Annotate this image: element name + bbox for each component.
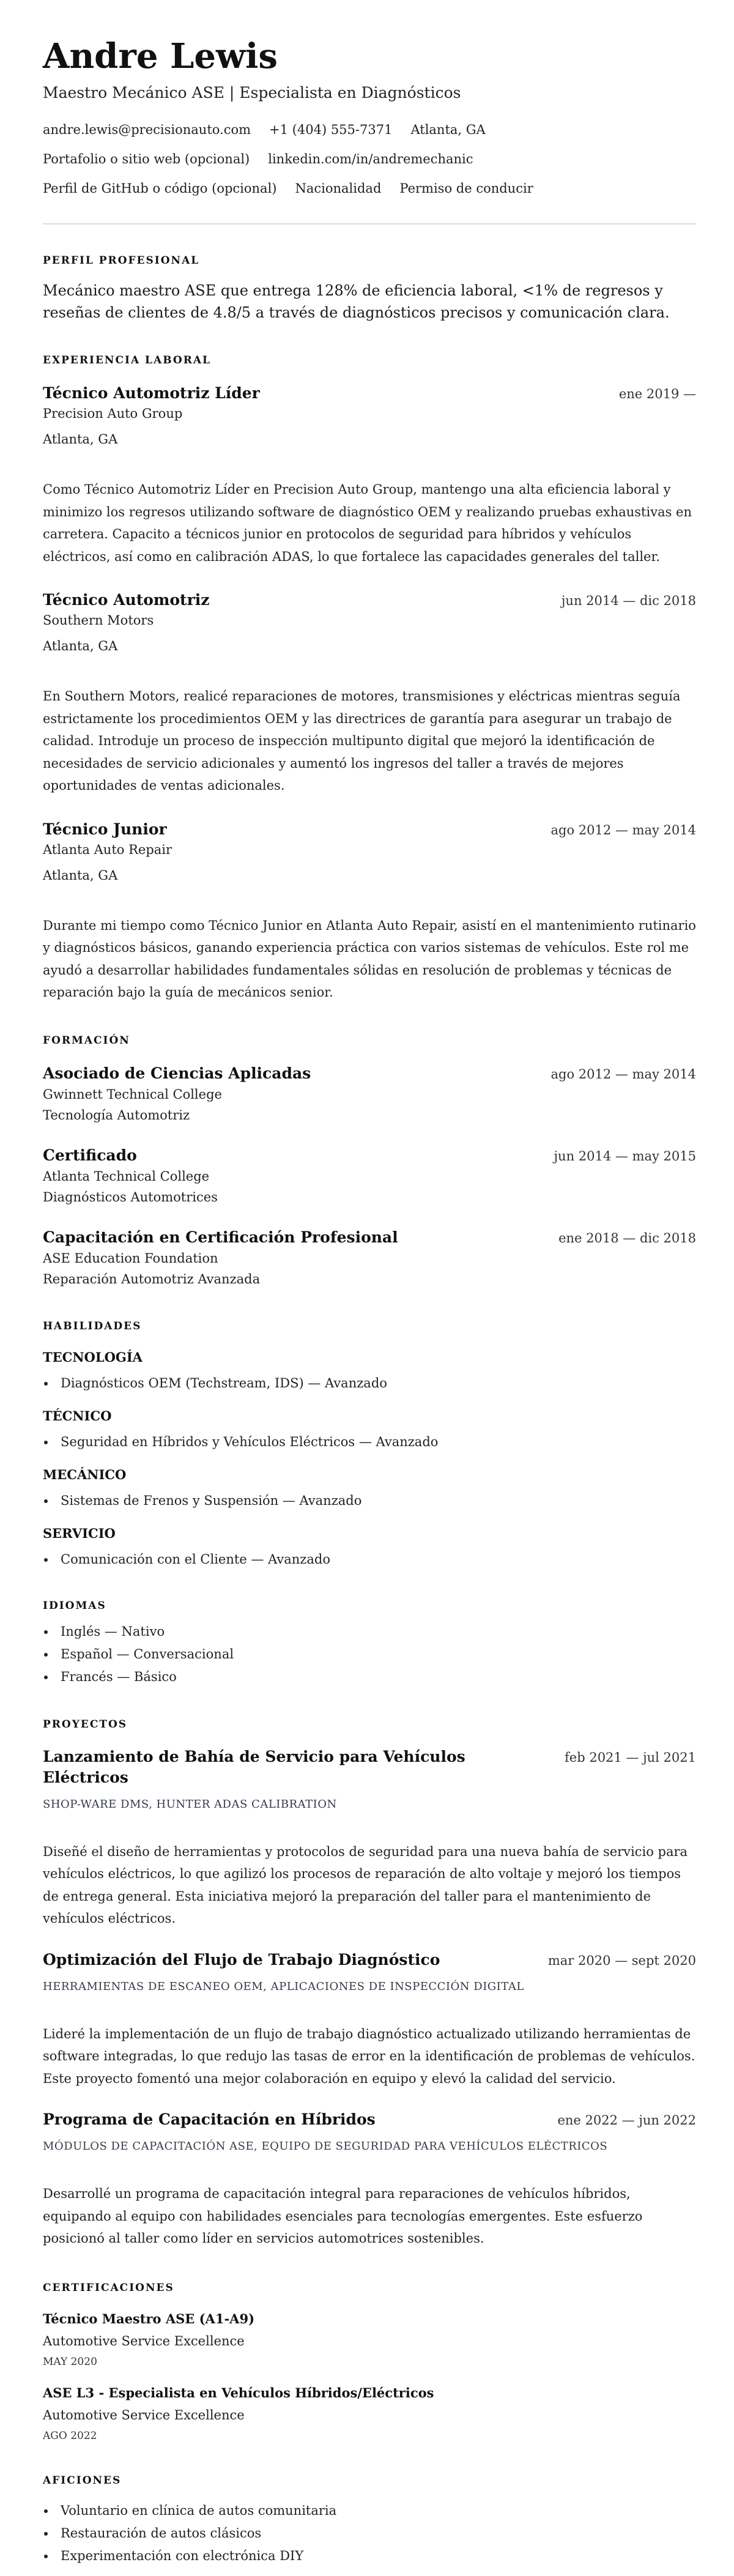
section-heading-education: FORMACIÓN <box>43 1034 130 1047</box>
projects-list <box>43 1746 696 2250</box>
project-description: Diseñé el diseño de herramientas y protocolos de seguridad para una nueva bahía de servicio para vehículos eléctricos, lo que agilizó los procesos de reparación de alto voltaje y mejoró los tiempos de entrega general. Esta iniciativa mejoró la preparación del taller para el mantenimiento de vehículos eléctricos. <box>43 1844 688 1926</box>
project-item <box>43 1950 696 2090</box>
contact-info <box>43 115 696 203</box>
github-link[interactable]: Perfil de GitHub o código (opcional) <box>43 181 277 196</box>
hobby-item: Restauración de autos clásicos <box>43 2522 696 2545</box>
project-title: Optimización del Flujo de Trabajo Diagnóstico <box>43 1950 440 1969</box>
skill-items <box>43 1431 696 1453</box>
skill-items <box>43 1548 696 1570</box>
certification-name: ASE L3 - Especialista en Vehículos Híbridos/Eléctricos <box>43 2385 434 2400</box>
company-name: Atlanta Auto Repair <box>43 842 172 857</box>
certification-date: AGO 2022 <box>43 2429 97 2442</box>
job-title: Técnico Junior <box>43 820 167 838</box>
phone: +1 (404) 555-7371 <box>269 122 393 137</box>
company-name: Southern Motors <box>43 613 154 628</box>
project-header <box>43 2109 696 2130</box>
education-header <box>43 1145 696 1166</box>
education-header <box>43 1063 696 1084</box>
education-list <box>43 1063 696 1290</box>
contact-row <box>43 144 696 174</box>
project-tech: HERRAMIENTAS DE ESCANEO OEM, APLICACIONES DE INSPECCIÓN DIGITAL <box>43 1980 524 1993</box>
section-heading-certifications: CERTIFICACIONES <box>43 2281 174 2294</box>
hobby-item: Voluntario en clínica de autos comunitaria <box>43 2500 696 2522</box>
skill-item: Diagnósticos OEM (Techstream, IDS) — Avanzado <box>43 1372 696 1394</box>
certification-date: MAY 2020 <box>43 2355 97 2368</box>
candidate-title: Maestro Mecánico ASE | Especialista en Diagnósticos <box>43 84 461 102</box>
field-of-study: Diagnósticos Automotrices <box>43 1189 218 1204</box>
job-location: Atlanta, GA <box>43 639 118 653</box>
language-item: Francés — Básico <box>43 1666 696 1688</box>
degree: Capacitación en Certificación Profesional <box>43 1228 398 1246</box>
section-heading-projects: PROYECTOS <box>43 1718 128 1731</box>
project-tech: MÓDULOS DE CAPACITACIÓN ASE, EQUIPO DE SEGURIDAD PARA VEHÍCULOS ELÉCTRICOS <box>43 2140 608 2153</box>
skill-category: TÉCNICO <box>43 1408 112 1423</box>
job-title: Técnico Automotriz <box>43 591 210 609</box>
education-item <box>43 1063 696 1126</box>
experience-header <box>43 383 696 404</box>
job-title: Técnico Automotriz Líder <box>43 384 260 402</box>
job-location: Atlanta, GA <box>43 432 118 447</box>
job-description: Como Técnico Automotriz Líder en Precision Auto Group, mantengo una alta eficiencia laboral y minimizo los regresos utilizando software de diagnóstico OEM y realizando pruebas exhaustivas en carretera. Capacito a técnicos junior en protocolos de seguridad para híbridos y vehículos eléctricos, así como en calibración ADAS, lo que fortalece las capacidades generales del taller. <box>43 482 692 564</box>
experience-item <box>43 819 696 1004</box>
certification-item <box>43 2383 696 2446</box>
job-description: En Southern Motors, realicé reparaciones de motores, transmisiones y eléctricas mientras seguía estrictamente los procedimientos OEM y las directrices de garantía para asegurar un trabajo de calidad. Introduje un proceso de inspección multipunto digital que mejoró la identificación de necesidades de servicio adicionales y aumentó los ingresos del taller a través de mejores oportunidades de ventas adicionales. <box>43 689 681 793</box>
section-heading-summary: PERFIL PROFESIONAL <box>43 254 200 267</box>
skill-item: Seguridad en Híbridos y Vehículos Eléctricos — Avanzado <box>43 1431 696 1453</box>
skill-category: SERVICIO <box>43 1525 116 1541</box>
company-name: Precision Auto Group <box>43 406 183 421</box>
project-title: Lanzamiento de Bahía de Servicio para Vehículos Eléctricos <box>43 1747 465 1786</box>
experience-header <box>43 819 696 840</box>
email-link[interactable]: andre.lewis@precisionauto.com <box>43 122 251 137</box>
skill-item: Comunicación con el Cliente — Avanzado <box>43 1548 696 1570</box>
portfolio-link[interactable]: Portafolio o sitio web (opcional) <box>43 152 250 166</box>
school-name: ASE Education Foundation <box>43 1250 218 1266</box>
skill-category: MECÁNICO <box>43 1466 127 1482</box>
contact-row <box>43 115 696 144</box>
education-dates: ene 2018 — dic 2018 <box>558 1230 696 1245</box>
section-heading-skills: HABILIDADES <box>43 1320 142 1332</box>
experience-item <box>43 590 696 797</box>
language-item: Español — Conversacional <box>43 1643 696 1666</box>
skill-items <box>43 1372 696 1394</box>
job-location: Atlanta, GA <box>43 867 118 883</box>
project-item <box>43 2109 696 2250</box>
candidate-name: Andre Lewis <box>43 36 278 76</box>
education-dates: ago 2012 — may 2014 <box>550 1066 696 1082</box>
language-item: Inglés — Nativo <box>43 1620 696 1643</box>
project-dates: ene 2022 — jun 2022 <box>557 2113 696 2128</box>
school-name: Atlanta Technical College <box>43 1168 210 1184</box>
project-description: Lideré la implementación de un flujo de trabajo diagnóstico actualizado utilizando herramientas de software integradas, lo que redujo las tasas de error en la identificación de problemas de vehículos. Este proyecto fomentó una mejor colaboración en equipo y elevó la calidad del servicio. <box>43 2026 695 2086</box>
skill-item: Sistemas de Frenos y Suspensión — Avanzado <box>43 1490 696 1512</box>
project-item <box>43 1746 696 1930</box>
job-description: Durante mi tiempo como Técnico Junior en Atlanta Auto Repair, asistí en el mantenimiento rutinario y diagnósticos básicos, ganando experiencia práctica con varios sistemas de vehículos. Este rol me ayudó a desarrollar habilidades fundamentales sólidas en resolución de problemas y técnicas de reparación bajo la guía de mecánicos senior. <box>43 918 696 1000</box>
education-dates: jun 2014 — may 2015 <box>554 1148 696 1164</box>
field-of-study: Reparación Automotriz Avanzada <box>43 1271 261 1286</box>
section-heading-hobbies: AFICIONES <box>43 2474 122 2487</box>
job-dates: jun 2014 — dic 2018 <box>561 593 696 608</box>
certification-issuer: Automotive Service Excellence <box>43 2333 245 2348</box>
project-title: Programa de Capacitación en Híbridos <box>43 2110 376 2128</box>
project-header <box>43 1746 696 1788</box>
education-header <box>43 1227 696 1248</box>
project-header <box>43 1950 696 1970</box>
header-divider <box>43 223 696 225</box>
certification-issuer: Automotive Service Excellence <box>43 2407 245 2422</box>
section-heading-experience: EXPERIENCIA LABORAL <box>43 354 211 366</box>
job-dates: ago 2012 — may 2014 <box>550 822 696 837</box>
contact-row <box>43 174 696 203</box>
experience-header <box>43 590 696 611</box>
skills-list <box>43 1348 696 1570</box>
project-description: Desarrollé un programa de capacitación integral para reparaciones de vehículos híbridos, equipando al equipo con habilidades esenciales para tecnologías emergentes. Este esfuerzo posicionó al taller como líder en servicios automotrices sostenibles. <box>43 2186 643 2246</box>
experience-item <box>43 383 696 568</box>
hobby-item: Experimentación con electrónica DIY <box>43 2545 696 2567</box>
linkedin-link[interactable]: linkedin.com/in/andremechanic <box>268 152 473 166</box>
project-dates: feb 2021 — jul 2021 <box>565 1750 696 1765</box>
nationality: Nacionalidad <box>295 181 382 196</box>
summary-text: Mecánico maestro ASE que entrega 128% de eficiencia laboral, <1% de regresos y reseñas de clientes de 4.8/5 a través de diagnósticos precisos y comunicación clara. <box>43 282 670 321</box>
skill-items <box>43 1490 696 1512</box>
certification-name: Técnico Maestro ASE (A1-A9) <box>43 2311 255 2326</box>
degree: Certificado <box>43 1146 137 1164</box>
school-name: Gwinnett Technical College <box>43 1086 222 1102</box>
driving-license: Permiso de conducir <box>399 181 533 196</box>
section-heading-languages: IDIOMAS <box>43 1599 106 1612</box>
field-of-study: Tecnología Automotriz <box>43 1107 190 1123</box>
education-item <box>43 1145 696 1208</box>
languages-list <box>43 1620 696 1688</box>
certification-item <box>43 2309 696 2372</box>
education-item <box>43 1227 696 1290</box>
project-tech: SHOP-WARE DMS, HUNTER ADAS CALIBRATION <box>43 1797 337 1811</box>
project-dates: mar 2020 — sept 2020 <box>547 1953 696 1968</box>
hobbies-list <box>43 2500 696 2567</box>
skill-category: TECNOLOGÍA <box>43 1349 143 1365</box>
location: Atlanta, GA <box>410 122 486 137</box>
job-dates: ene 2019 — <box>618 387 696 401</box>
certifications-list <box>43 2309 696 2446</box>
experience-list <box>43 383 696 1004</box>
degree: Asociado de Ciencias Aplicadas <box>43 1064 311 1082</box>
